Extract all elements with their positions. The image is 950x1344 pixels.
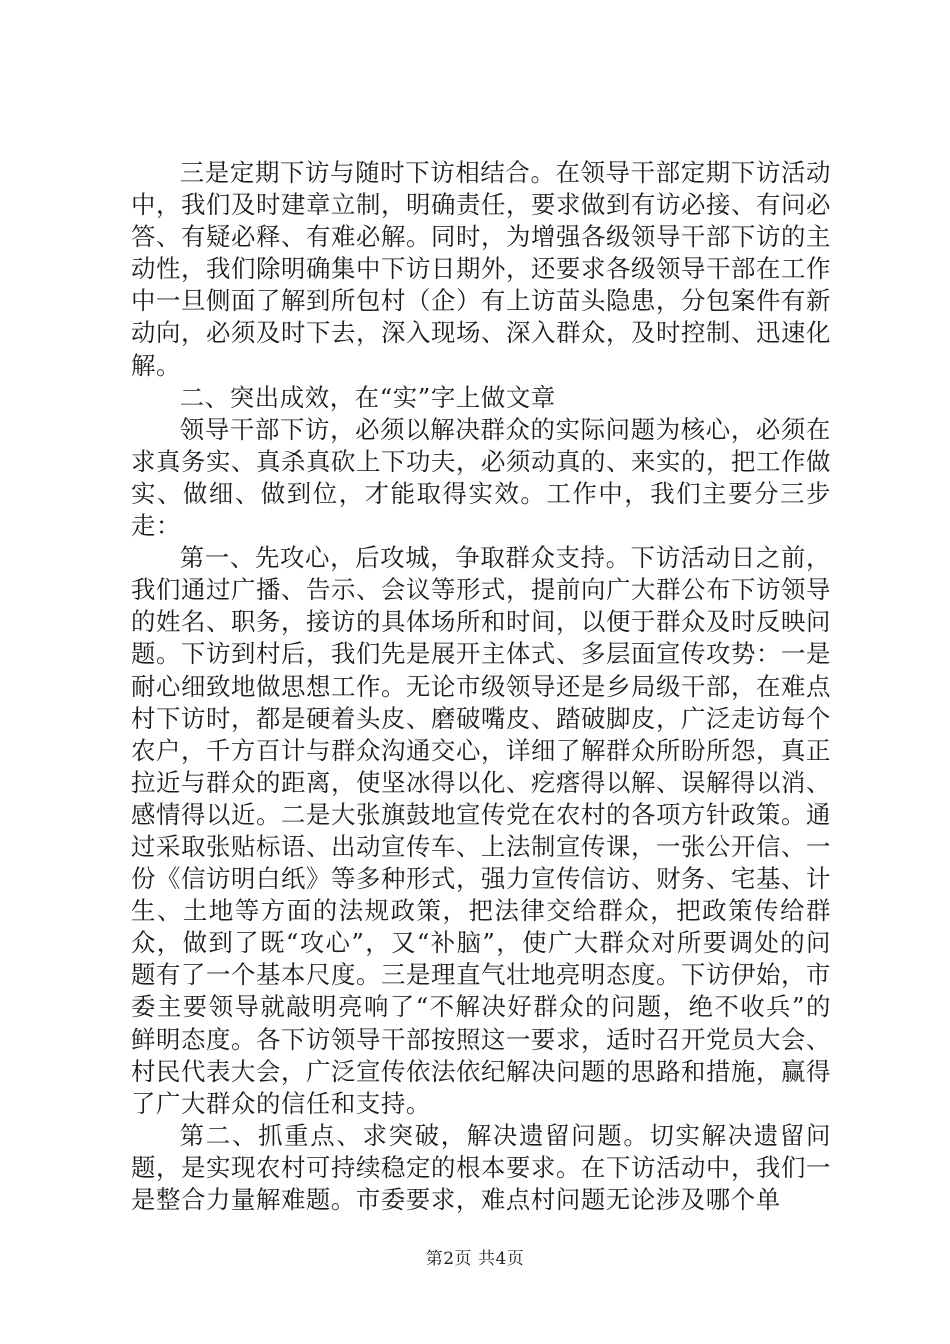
paragraph-1: 三是定期下访与随时下访相结合。在领导干部定期下访活动中，我们及时建章立制，明确责任，要求做到有访必接、有问必答、有疑必释、有难必解。同时，为增强各级领导干部下访的主动性，我们除明确集中下访日期外，还要求各级领导干部在工作中一旦侧面了解到所包村（企）有上访苗头隐患，分包案件有新动向，必须及时下去，深入现场、深入群众，及时控制、迅速化解。	[131, 158, 831, 380]
paragraph-3: 第一、先攻心，后攻城，争取群众支持。下访活动日之前，我们通过广播、告示、会议等形式，提前向广大群公布下访领导的姓名、职务，接访的具体场所和时间，以便于群众及时反映问题。下访到村后，我们先是展开主体式、多层面宣传攻势：一是耐心细致地做思想工作。无论市级领导还是乡局级干部，在难点村下访时，都是硬着头皮、磨破嘴皮、踏破脚皮，广泛走访每个农户，千方百计与群众沟通交心，详细了解群众所盼所怨，真正拉近与群众的距离，使坚冰得以化、疙瘩得以解、误解得以消、感情得以近。二是大张旗鼓地宣传党在农村的各项方针政策。通过采取张贴标语、出动宣传车、上法制宣传课，一张公开信、一份《信访明白纸》等多种形式，强力宣传信访、财务、宅基、计生、土地等方面的法规政策，把法律交给群众，把政策传给群众，做到了既“攻心”，又“补脑”，使广大群众对所要调处的问题有了一个基本尺度。三是理直气壮地亮明态度。下访伊始，市委主要领导就敲明亮响了“不解决好群众的问题，绝不收兵”的鲜明态度。各下访领导干部按照这一要求，适时召开党员大会、村民代表大会，广泛宣传依法依纪解决问题的思路和措施，赢得了广大群众的信任和支持。	[131, 543, 831, 1118]
paragraph-2: 领导干部下访，必须以解决群众的实际问题为核心，必须在求真务实、真杀真砍上下功夫，必须动真的、来实的，把工作做实、做细、做到位，才能取得实效。工作中，我们主要分三步走：	[131, 414, 831, 541]
document-body	[131, 157, 831, 1216]
paragraph-4: 第二、抓重点、求突破，解决遗留问题。切实解决遗留问题，是实现农村可持续稳定的根本要求。在下访活动中，我们一是整合力量解难题。市委要求，难点村问题无论涉及哪个单	[131, 1120, 831, 1214]
section-heading: 二、突出成效，在“实”字上做文章	[179, 382, 556, 412]
page-number-footer: 第2页 共4页	[425, 1249, 525, 1269]
